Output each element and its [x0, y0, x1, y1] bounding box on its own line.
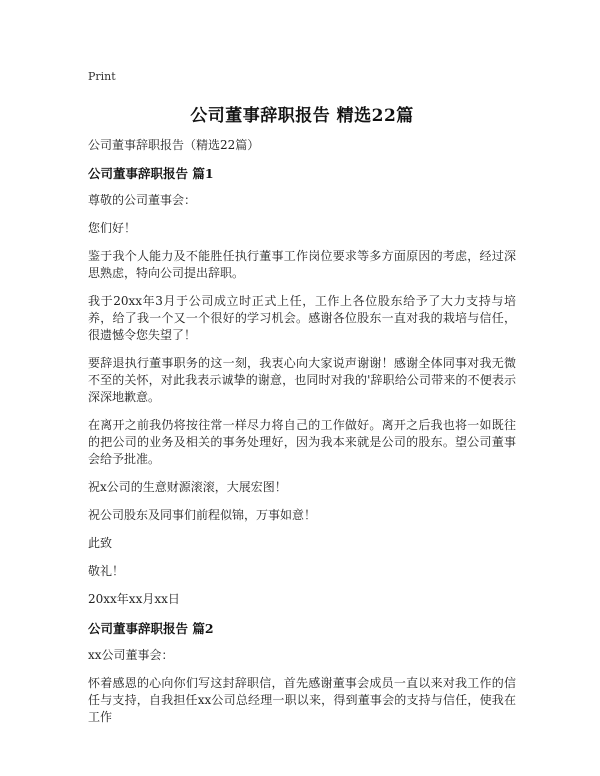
section-heading: 公司董事辞职报告 篇1 — [88, 166, 214, 181]
document-page — [88, 70, 516, 737]
wish-line: 祝公司股东及同事们前程似锦，万事如意！ — [88, 508, 317, 522]
body-paragraph: 要辞退执行董事职务的这一刻，我衷心向大家说声谢谢！感谢全体同事对我无微不至的关怀，对此我表示诚挚的谢意，也同时对我的'辞职给公司带来的不便表示深深地歉意。 — [88, 356, 516, 404]
document-title: 公司董事辞职报告 精选22篇 — [190, 106, 414, 126]
body-paragraph: 在离开之前我仍将按往常一样尽力将自己的工作做好。离开之后我也将一如既往的把公司的业务及相关的事务处理好，因为我本来就是公司的股东。望公司董事会给予批准。 — [88, 418, 516, 466]
wish-line: 祝x公司的生意财源滚滚，大展宏图！ — [88, 480, 287, 494]
salutation: 尊敬的公司董事会： — [88, 193, 197, 207]
section-heading: 公司董事辞职报告 篇2 — [88, 621, 214, 636]
greeting: 您们好！ — [88, 221, 137, 235]
body-paragraph: 怀着感恩的心向你们写这封辞职信，首先感谢董事会成员一直以来对我工作的信任与支持，自我担任xx公司总经理一职以来，得到董事会的支持与信任，使我在工作 — [88, 676, 516, 724]
closing-line: 此致 — [88, 536, 113, 550]
print-label: Print — [88, 70, 116, 83]
document-subtitle: 公司董事辞职报告（精选22篇） — [88, 138, 260, 152]
date-line: 20xx年xx月xx日 — [88, 592, 180, 606]
section-2 — [88, 619, 516, 726]
salutation: xx公司董事会： — [88, 648, 174, 662]
body-paragraph: 我于20xx年3月于公司成立时正式上任，工作上各位股东给予了大力支持与培养，给了我一个又一个很好的学习机会。感谢各位股东一直对我的栽培与信任，很遗憾令您失望了！ — [88, 294, 516, 342]
section-1 — [88, 164, 516, 608]
closing-line: 敬礼！ — [88, 564, 125, 578]
body-paragraph: 鉴于我个人能力及不能胜任执行董事工作岗位要求等多方面原因的考虑，经过深思熟虑，特向公司提出辞职。 — [88, 249, 516, 280]
